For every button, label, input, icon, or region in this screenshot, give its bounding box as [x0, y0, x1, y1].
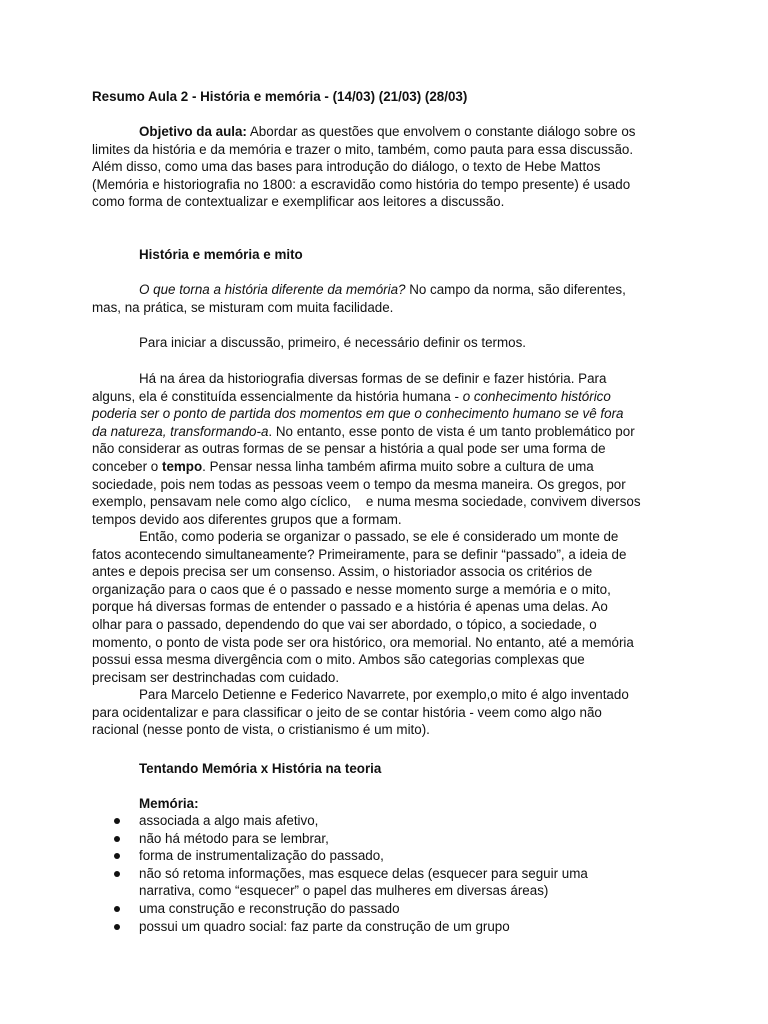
paragraph-define-terms: Para iniciar a discussão, primeiro, é necessário definir os termos.	[139, 335, 527, 350]
bullet-icon	[114, 906, 120, 912]
bullet-icon	[114, 836, 120, 842]
bullet-icon	[114, 818, 120, 824]
list-item: possui um quadro social: faz parte da construção de um grupo	[92, 918, 692, 936]
paragraph-question: O que torna a história diferente da memória? No campo da norma, são diferentes, mas, na prática, se misturam com muita facilidade.	[92, 282, 626, 315]
list-item: associada a algo mais afetivo,	[92, 812, 692, 830]
paragraph-myth: Para Marcelo Detienne e Federico Navarrete, por exemplo,o mito é algo inventado para ocidentalizar e para classificar o jeito de se contar história - veem como algo não racional (nesse ponto de vista, o cristianismo é um mito).	[92, 687, 629, 738]
list-item: forma de instrumentalização do passado,	[92, 847, 692, 865]
objective-line: Além disso, como uma das bases para introdução do diálogo, o texto de Hebe Mattos	[92, 159, 601, 175]
paragraph-historiography: Há na área da historiografia diversas formas de se definir e fazer história. Para alguns, ela é constituída essencialmente da história humana - o conhecimento histórico poderia ser o ponto de partida dos momentos em que o conhecimento humano se vê fora da natureza, transformando-a. No entanto, esse ponto de vista é um tanto problemático por não considerar as outras formas de se pensar a história a qual pode ser uma forma de conceber o tempo. Pensar nessa linha também afirma muito sobre a cultura de uma sociedade, pois nem todas as pessoas veem o tempo da mesma maneira. Os gregos, por exemplo, pensavam nele como algo cíclico, e numa mesma sociedade, convivem diversos tempos devido aos diferentes grupos que a formam.	[92, 371, 641, 527]
list-item: não há método para se lembrar,	[92, 830, 692, 848]
objective-line: como forma de contextualizar e exemplificar aos leitores a discussão.	[92, 194, 505, 210]
bullet-icon	[114, 924, 120, 930]
title-text: Resumo Aula 2 - História e memória - (14/03) (21/03) (28/03)	[92, 89, 468, 104]
objective-line: (Memória e historiografia no 1800: a escravidão como história do tempo presente) é usado	[92, 176, 631, 192]
memoria-bullet-list	[92, 812, 692, 935]
section-heading-memoria-historia: Tentando Memória x História na teoria	[139, 761, 382, 776]
list-item: não só retoma informações, mas esquece delas (esquecer para seguir uma narrativa, como “esquecer” o papel das mulheres em diversas áreas)	[92, 865, 692, 900]
objective-label: Objetivo da aula:	[139, 124, 247, 139]
bullet-icon	[114, 871, 120, 877]
objective-line: limites da história e da memória e trazer o mito, também, como pauta para essa discussão.	[92, 141, 634, 157]
document-title	[92, 88, 692, 106]
list-item: uma construção e reconstrução do passado	[92, 900, 692, 918]
subheading-memoria: Memória:	[139, 796, 199, 811]
paragraph-organize-past: Então, como poderia se organizar o passado, se ele é considerado um monte de fatos acontecendo simultaneamente? Primeiramente, para se definir “passado”, a ideia de antes e depois precisa ser um consenso. Assim, o historiador associa os critérios de organização para o caos que é o passado e nesse momento surge a memória e o mito, porque há diversas formas de entender o passado e a história é apenas uma delas. Ao olhar para o passado, dependendo do que vai ser abordado, o tópico, a sociedade, o momento, o ponto de vista pode ser ora histórico, ora memorial. No entanto, até a memória possui essa mesma divergência com o mito. Ambos são categorias complexas que precisam ser destrinchadas com cuidado.	[92, 529, 634, 685]
bullet-icon	[114, 853, 120, 859]
objective-paragraph: Objetivo da aula: Abordar as questões que envolvem o constante diálogo sobre os limites da história e da memória e trazer o mito, também, como pauta para essa discussão. Além disso, como uma das bases para introdução do diálogo, o texto de Hebe Mattos (Memória e historiografia no 1800: a escravidão como história do tempo presente) é usado como forma de contextualizar e exemplificar aos leitores a discussão.	[92, 123, 692, 211]
section-heading-historia-memoria-mito: História e memória e mito	[139, 247, 303, 262]
question-text: O que torna a história diferente da memória?	[139, 282, 406, 297]
